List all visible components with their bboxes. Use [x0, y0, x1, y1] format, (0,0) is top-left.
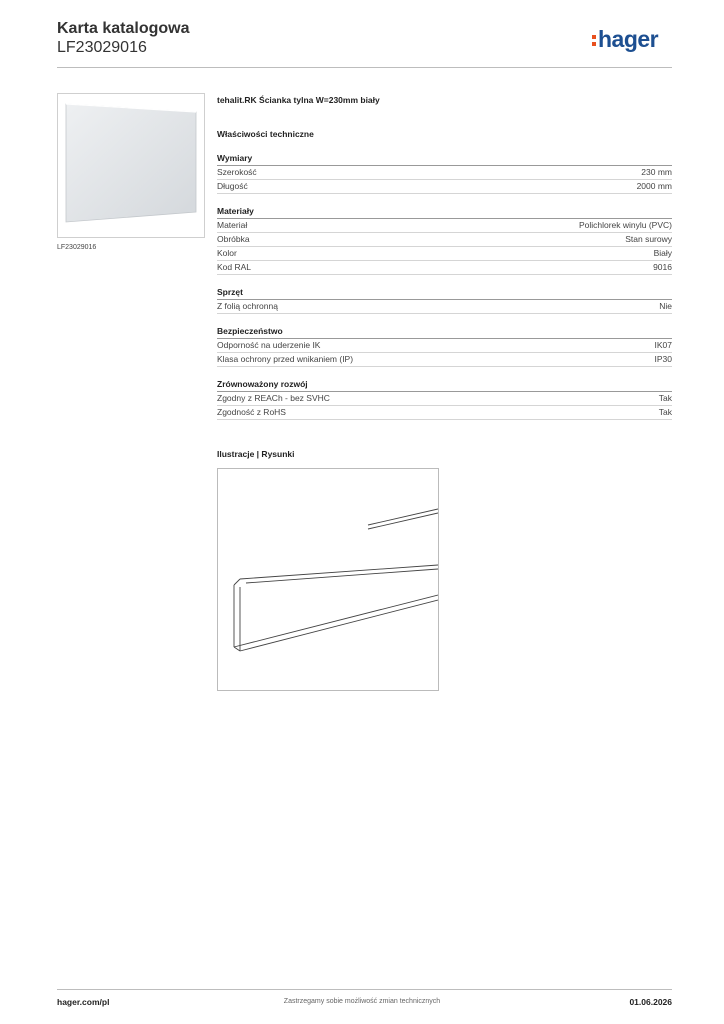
footer-disclaimer: Zastrzegamy sobie możliwość zmian technicznych	[283, 998, 441, 1005]
spec-value: Polichlorek winylu (PVC)	[578, 220, 672, 230]
spec-value: 9016	[653, 262, 672, 272]
drawing-svg	[218, 469, 438, 690]
spec-label: Kolor	[217, 248, 237, 258]
spec-value: IK07	[654, 340, 672, 350]
spec-label: Zgodność z RoHS	[217, 407, 286, 417]
spec-row	[217, 233, 672, 247]
spec-section	[217, 206, 672, 275]
panel-image	[58, 94, 204, 237]
page-title: Karta katalogowa	[57, 20, 190, 37]
spec-value: 2000 mm	[636, 181, 672, 191]
section-title: Zrównoważony rozwój	[217, 379, 672, 392]
spec-row	[217, 247, 672, 261]
spec-value: Tak	[658, 407, 672, 417]
spec-label: Kod RAL	[217, 262, 252, 272]
tech-properties-title: Właściwości techniczne	[217, 129, 314, 139]
spec-row	[217, 180, 672, 194]
technical-drawing	[217, 468, 439, 691]
logo-dots-icon	[592, 32, 596, 49]
spec-section	[217, 287, 672, 314]
spec-row	[217, 406, 672, 420]
spec-value: 230 mm	[641, 167, 672, 177]
spec-row	[217, 300, 672, 314]
spec-label: Odporność na uderzenie IK	[217, 340, 321, 350]
spec-label: Długość	[217, 181, 248, 191]
product-name: tehalit.RK Ścianka tylna W=230mm biały	[217, 95, 380, 105]
product-code: LF23029016	[57, 39, 147, 56]
spec-label: Obróbka	[217, 234, 250, 244]
spec-label: Zgodny z REACh - bez SVHC	[217, 393, 330, 403]
footer-divider	[57, 989, 672, 990]
spec-row	[217, 261, 672, 275]
section-title: Bezpieczeństwo	[217, 326, 672, 339]
hager-logo	[592, 26, 658, 53]
header-divider	[57, 67, 672, 68]
spec-section	[217, 379, 672, 420]
footer-date: 01.06.2026	[629, 997, 672, 1007]
spec-row	[217, 392, 672, 406]
product-thumbnail	[57, 93, 205, 238]
spec-label: Szerokość	[217, 167, 257, 177]
illustrations-title: Ilustracje | Rysunki	[217, 449, 295, 459]
section-title: Sprzęt	[217, 287, 672, 300]
spec-label: Klasa ochrony przed wnikaniem (IP)	[217, 354, 354, 364]
spec-content	[217, 95, 672, 420]
logo-text: hager	[598, 26, 659, 52]
spec-value: Tak	[658, 393, 672, 403]
spec-label: Materiał	[217, 220, 248, 230]
spec-section	[217, 153, 672, 194]
spec-value: Stan surowy	[625, 234, 672, 244]
spec-value: Biały	[653, 248, 672, 258]
spec-value: IP30	[654, 354, 672, 364]
spec-row	[217, 353, 672, 367]
spec-section	[217, 326, 672, 367]
thumbnail-caption: LF23029016	[57, 244, 97, 251]
spec-label: Z folią ochronną	[217, 301, 278, 311]
spec-sections	[217, 153, 672, 420]
footer-website: hager.com/pl	[57, 997, 110, 1007]
section-title: Materiały	[217, 206, 672, 219]
spec-row	[217, 339, 672, 353]
spec-row	[217, 166, 672, 180]
spec-row	[217, 219, 672, 233]
spec-value: Nie	[659, 301, 672, 311]
section-title: Wymiary	[217, 153, 672, 166]
